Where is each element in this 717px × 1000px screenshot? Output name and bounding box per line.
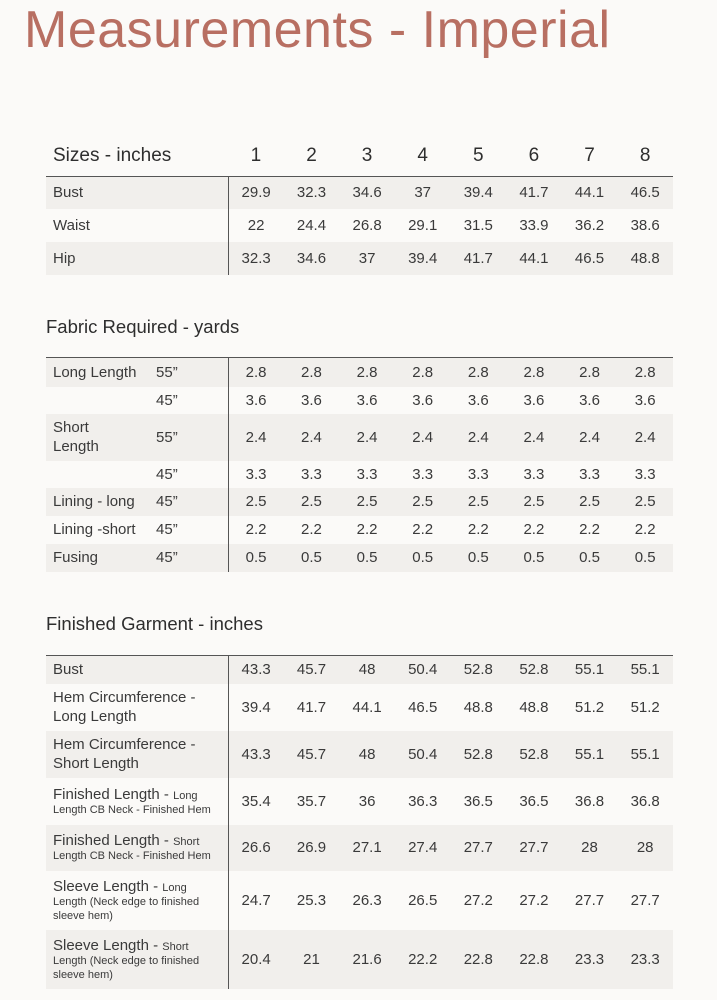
row-label — [46, 731, 228, 778]
table-cell: 41.7 — [506, 176, 562, 209]
row-label-qualifier: Long — [162, 881, 187, 894]
row-label-note: Length (Neck edge to finished sleeve hem) — [53, 954, 200, 981]
table-cell: 3.3 — [579, 465, 600, 483]
table-cell: 0.5 — [562, 544, 618, 572]
table-cell: 2.4 — [284, 414, 340, 461]
size-header-7: 7 — [584, 144, 595, 166]
table-row — [46, 871, 673, 930]
table-cell: 45.7 — [284, 731, 340, 778]
table-cell: 41.7 — [296, 698, 327, 716]
table-cell: 2.8 — [339, 358, 395, 387]
table-cell: 39.4 — [395, 242, 451, 275]
table-cell: 3.3 — [412, 465, 434, 483]
sizes-table — [46, 136, 673, 275]
row-label: Hip — [46, 242, 228, 275]
row-label-main: Sleeve Length - — [53, 877, 163, 895]
table-cell: 3.3 — [634, 465, 656, 483]
row-label — [46, 778, 228, 825]
table-cell: 24.4 — [296, 217, 327, 234]
fabric-width: 45” — [150, 461, 228, 488]
table-cell: 50.4 — [395, 656, 451, 684]
table-cell: 26.3 — [352, 891, 382, 909]
table-row — [46, 461, 673, 488]
table-row — [46, 684, 673, 731]
table-cell: 2.2 — [579, 521, 600, 538]
table-cell: 2.2 — [356, 521, 378, 538]
table-cell: 3.6 — [301, 391, 322, 409]
table-cell: 52.8 — [506, 656, 562, 684]
table-cell: 51.2 — [630, 698, 660, 716]
row-label-main: Hem Circumference - — [53, 736, 196, 753]
fabric-width: 55” — [150, 358, 228, 387]
table-cell: 48 — [339, 656, 395, 684]
row-label — [46, 825, 228, 871]
row-label-qualifier: Short — [162, 940, 189, 953]
table-cell: 3.3 — [523, 465, 545, 483]
table-cell: 46.5 — [562, 242, 618, 275]
table-row — [46, 209, 673, 242]
table-cell: 48.8 — [519, 698, 549, 716]
table-cell: 44.1 — [562, 176, 618, 209]
table-cell: 23.3 — [562, 930, 618, 989]
table-cell: 52.8 — [451, 731, 507, 778]
table-row — [46, 488, 673, 516]
table-cell: 2.2 — [245, 521, 267, 538]
table-cell: 36.2 — [574, 217, 605, 234]
row-label-note: Length CB Neck - Finished Hem — [53, 850, 211, 862]
fabric-width: 45” — [150, 544, 228, 572]
row-label — [46, 387, 150, 414]
fabric-width: 45” — [150, 387, 228, 414]
table-row — [46, 176, 673, 209]
table-cell: 48.8 — [463, 698, 493, 716]
table-cell: 3.6 — [579, 391, 600, 409]
row-label: Lining -short — [53, 521, 136, 538]
table-cell: 36.8 — [630, 792, 660, 810]
table-cell: 2.5 — [339, 488, 395, 516]
table-cell: 37 — [339, 242, 395, 275]
table-cell: 27.7 — [451, 825, 507, 871]
table-cell: 28 — [562, 825, 618, 871]
table-row — [46, 358, 673, 387]
table-cell: 38.6 — [630, 217, 660, 234]
table-cell: 2.4 — [339, 414, 395, 461]
table-cell: 27.7 — [506, 825, 562, 871]
size-header-3: 3 — [361, 144, 373, 166]
table-cell: 0.5 — [228, 544, 284, 572]
table-cell: 0.5 — [339, 544, 395, 572]
table-row — [46, 930, 673, 989]
size-header-4: 4 — [417, 144, 428, 166]
table-cell: 0.5 — [450, 544, 506, 572]
size-header-5: 5 — [473, 144, 484, 166]
table-cell: 44.1 — [506, 242, 562, 275]
table-cell: 26.5 — [408, 891, 438, 909]
row-label: Long Length — [46, 358, 150, 387]
table-cell: 27.2 — [463, 891, 493, 909]
table-cell: 0.5 — [506, 544, 562, 572]
table-cell: 2.8 — [395, 358, 451, 387]
table-cell: 2.4 — [450, 414, 506, 461]
table-cell: 46.5 — [617, 176, 673, 209]
row-label — [46, 871, 228, 930]
table-cell: 44.1 — [352, 698, 382, 716]
table-cell: 46.5 — [408, 698, 438, 716]
table-cell: 35.7 — [296, 792, 327, 810]
table-cell: 55.1 — [562, 731, 618, 778]
table-cell: 22.8 — [451, 930, 507, 989]
table-cell: 0.5 — [617, 544, 673, 572]
table-cell: 27.1 — [339, 825, 395, 871]
table-cell: 2.2 — [634, 521, 656, 538]
table-cell: 36 — [358, 792, 376, 810]
table-cell: 2.2 — [412, 521, 434, 538]
table-cell: 27.7 — [574, 891, 605, 909]
table-cell: 22 — [247, 217, 265, 234]
row-label-main: Finished Length - — [53, 785, 174, 803]
table-cell: 50.4 — [395, 731, 451, 778]
table-cell: 26.8 — [352, 217, 382, 234]
table-cell: 3.3 — [301, 465, 322, 483]
table-cell: 3.6 — [412, 391, 434, 409]
table-cell: 2.8 — [617, 358, 673, 387]
table-cell: 48.8 — [617, 242, 673, 275]
table-cell: 52.8 — [506, 731, 562, 778]
table-cell: 3.3 — [356, 465, 378, 483]
table-row — [46, 516, 673, 544]
table-row — [46, 656, 673, 684]
table-cell: 2.5 — [506, 488, 562, 516]
page-title: Measurements - Imperial — [24, 1, 611, 59]
row-label: Fusing — [46, 544, 150, 572]
table-cell: 2.8 — [450, 358, 506, 387]
table-cell: 22.8 — [506, 930, 562, 989]
finished-section-title: Finished Garment - inches — [46, 613, 263, 634]
table-cell: 32.3 — [284, 176, 340, 209]
row-label-main: Sleeve Length - — [53, 936, 163, 954]
fabric-width: 45” — [150, 488, 228, 516]
table-cell: 2.5 — [450, 488, 506, 516]
table-cell: 25.3 — [296, 891, 327, 909]
table-cell: 2.4 — [506, 414, 562, 461]
table-cell: 2.5 — [395, 488, 451, 516]
table-cell: 34.6 — [339, 176, 395, 209]
sizes-header-row — [46, 136, 673, 176]
table-cell: 55.1 — [617, 731, 673, 778]
table-cell: 0.5 — [284, 544, 340, 572]
fabric-width: 55” — [150, 414, 228, 461]
table-cell: 55.1 — [562, 656, 618, 684]
table-cell: 43.3 — [228, 731, 284, 778]
table-cell: 36.5 — [519, 792, 549, 810]
table-cell: 36.3 — [408, 792, 438, 810]
table-cell: 2.5 — [562, 488, 618, 516]
table-cell: 41.7 — [451, 242, 507, 275]
table-cell: 21 — [284, 930, 340, 989]
table-cell: 52.8 — [451, 656, 507, 684]
table-cell: 55.1 — [617, 656, 673, 684]
size-header-6: 6 — [528, 144, 540, 166]
row-label-main: Hem Circumference - — [53, 689, 196, 706]
row-label-note: Length (Neck edge to finished sleeve hem) — [53, 895, 200, 922]
table-cell: 28 — [617, 825, 673, 871]
table-cell: 2.2 — [301, 521, 322, 538]
table-cell: 36.8 — [574, 792, 605, 810]
table-cell: 24.7 — [241, 891, 271, 909]
table-cell: 2.4 — [228, 414, 284, 461]
table-cell: 43.3 — [228, 656, 284, 684]
row-label — [46, 684, 228, 731]
size-header-1: 1 — [250, 144, 262, 166]
table-cell: 29.9 — [228, 176, 284, 209]
table-cell: 48 — [339, 731, 395, 778]
row-label-second-line: Short Length — [53, 755, 139, 772]
table-cell: 51.2 — [574, 698, 605, 716]
row-label-main: Bust — [53, 661, 84, 679]
table-cell: 2.5 — [228, 488, 284, 516]
table-cell: 3.3 — [467, 465, 489, 483]
table-cell: 45.7 — [284, 656, 340, 684]
table-cell: 21.6 — [339, 930, 395, 989]
row-label-qualifier: Long — [173, 789, 198, 802]
table-cell: 34.6 — [284, 242, 340, 275]
fabric-table — [46, 357, 673, 572]
table-cell: 2.4 — [617, 414, 673, 461]
row-label: Bust — [46, 176, 228, 209]
table-cell: 3.6 — [467, 391, 489, 409]
table-cell: 27.2 — [519, 891, 549, 909]
table-cell: 22.2 — [395, 930, 451, 989]
fabric-section-title: Fabric Required - yards — [46, 316, 240, 337]
table-cell: 2.8 — [228, 358, 284, 387]
table-cell: 2.2 — [467, 521, 489, 538]
row-label-second-line: Long Length — [53, 708, 137, 725]
table-cell: 35.4 — [241, 792, 271, 810]
table-row — [46, 414, 673, 461]
table-cell: 2.2 — [523, 521, 545, 538]
table-cell: 2.4 — [395, 414, 451, 461]
table-row — [46, 387, 673, 414]
table-cell: 36.5 — [463, 792, 493, 810]
table-cell: 33.9 — [519, 217, 549, 234]
fabric-width: 45” — [150, 516, 228, 544]
table-row — [46, 825, 673, 871]
table-row — [46, 242, 673, 275]
row-label — [46, 461, 150, 488]
table-cell: 2.8 — [562, 358, 618, 387]
table-cell: 32.3 — [228, 242, 284, 275]
table-cell: 2.4 — [562, 414, 618, 461]
table-cell: 2.5 — [617, 488, 673, 516]
table-cell: 39.4 — [451, 176, 507, 209]
table-cell: 3.6 — [523, 391, 545, 409]
table-cell: 26.6 — [228, 825, 284, 871]
row-label: Short Length — [46, 414, 150, 461]
row-label-qualifier: Short — [173, 836, 200, 848]
table-cell: 2.5 — [284, 488, 340, 516]
table-cell: 26.9 — [284, 825, 340, 871]
table-cell: 39.4 — [241, 698, 271, 716]
row-label: Lining - long — [46, 488, 150, 516]
row-label-main: Finished Length - — [53, 832, 174, 849]
table-cell: 0.5 — [395, 544, 451, 572]
table-cell: 3.6 — [245, 391, 267, 409]
table-cell: 3.3 — [245, 465, 267, 483]
table-row — [46, 778, 673, 825]
row-label — [46, 930, 228, 989]
finished-garment-table — [46, 655, 673, 989]
table-row — [46, 544, 673, 572]
table-cell: 37 — [395, 176, 451, 209]
size-header-2: 2 — [306, 144, 317, 166]
sizes-header-label: Sizes - inches — [53, 144, 172, 166]
size-header-8: 8 — [639, 144, 651, 166]
table-cell: 27.4 — [395, 825, 451, 871]
table-row — [46, 731, 673, 778]
table-cell: 3.6 — [356, 391, 378, 409]
table-cell: 29.1 — [408, 217, 438, 234]
row-label-note: Length CB Neck - Finished Hem — [53, 803, 211, 816]
row-label — [46, 656, 228, 684]
table-cell: 31.5 — [463, 217, 493, 234]
table-cell: 20.4 — [228, 930, 284, 989]
table-cell: 2.8 — [506, 358, 562, 387]
table-cell: 23.3 — [617, 930, 673, 989]
table-cell: 27.7 — [630, 891, 660, 909]
row-label: Waist — [46, 209, 228, 242]
table-cell: 3.6 — [634, 391, 656, 409]
table-cell: 2.8 — [284, 358, 340, 387]
